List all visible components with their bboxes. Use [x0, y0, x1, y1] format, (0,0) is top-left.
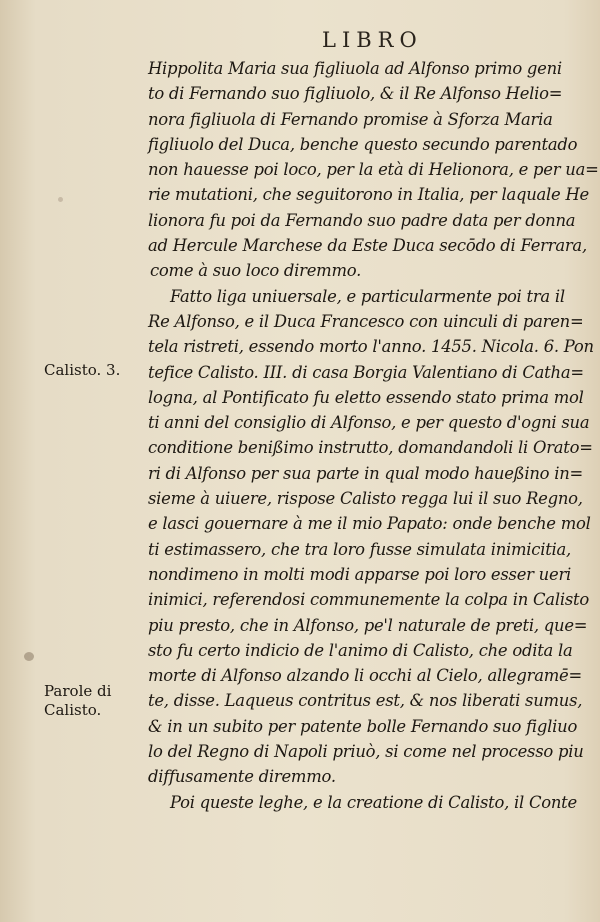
- margin-note-parole: [44, 682, 140, 720]
- text-line: inimici, referendosi communemente la colpa in Calisto: [148, 590, 589, 610]
- text-line: ri di Alfonso per sua parte in qual modo haueßino in=: [148, 463, 584, 483]
- margin-note-line: Calisto.: [44, 701, 102, 719]
- margin-note-calisto: Calisto. 3.: [44, 361, 121, 379]
- text-line: lo del Regno di Napoli priuò, si come nel processo piu: [148, 742, 584, 762]
- text-line: nora figliuola di Fernando promise à Sforza Maria: [148, 109, 553, 129]
- text-line: lionora fu poi da Fernando suo padre data per donna: [148, 210, 576, 230]
- ink-speck: [58, 197, 63, 202]
- text-line: morte di Alfonso alzando li occhi al Cielo, allegramē=: [148, 666, 582, 686]
- text-line: non hauesse poi loco, per la età di Helionora, e per ua=: [148, 160, 599, 180]
- text-line: tela ristreti, essendo morto l'anno. 1455. Nicola. 6. Pon: [148, 337, 594, 357]
- text-line: & in un subito per patente bolle Fernando suo figliuo: [148, 716, 578, 736]
- ink-blot: [24, 652, 34, 661]
- text-line: figliuolo del Duca, benche questo secundo parentado: [148, 134, 578, 154]
- main-text-block: [148, 56, 599, 815]
- text-line: diffusamente diremmo.: [148, 767, 336, 787]
- text-line: Hippolita Maria sua figliuola ad Alfonso primo geni: [148, 59, 562, 78]
- text-line: sto fu certo indicio de l'animo di Calisto, che odita la: [148, 640, 573, 660]
- text-line: ti estimassero, che tra loro fusse simulata inimicitia,: [148, 539, 572, 559]
- text-line: sieme à uiuere, rispose Calisto regga lui il suo Regno,: [148, 489, 583, 509]
- text-line: to di Fernando suo figliuolo, & il Re Alfonso Helio=: [148, 84, 563, 104]
- text-line: rie mutationi, che seguitorono in Italia, per laquale He: [148, 185, 589, 205]
- text-line: ti anni del consiglio di Alfonso, e per questo d'ogni sua: [148, 413, 590, 433]
- text-line: logna, al Pontificato fu eletto essendo stato prima mol: [148, 387, 584, 407]
- text-line: conditione benißimo instrutto, domandandoli li Orato=: [148, 438, 593, 458]
- text-line: nondimeno in molti modi apparse poi loro esser ueri: [148, 564, 572, 584]
- text-line: e lasci gouernare à me il mio Papato: onde benche mol: [148, 514, 591, 534]
- margin-note-line: Parole di: [44, 682, 112, 700]
- text-line: tefice Calisto. III. di casa Borgia Valentiano di Catha=: [148, 362, 584, 382]
- paragraph-start-line: Poi queste leghe, e la creatione di Calisto, il Conte: [170, 792, 577, 812]
- paragraph-start-line: Fatto liga uniuersale, e particularmente poi tra il: [170, 286, 565, 306]
- running-header: LIBRO: [322, 28, 423, 52]
- text-line: come à suo loco diremmo.: [150, 261, 362, 281]
- text-line: te, disse. Laqueus contritus est, & nos liberati sumus,: [148, 691, 583, 711]
- text-line: Re Alfonso, e il Duca Francesco con uinculi di paren=: [148, 311, 584, 331]
- text-line: ad Hercule Marchese da Este Duca secōdo di Ferrara,: [148, 236, 587, 256]
- text-line: piu presto, che in Alfonso, pe'l naturale de preti, que=: [148, 615, 588, 635]
